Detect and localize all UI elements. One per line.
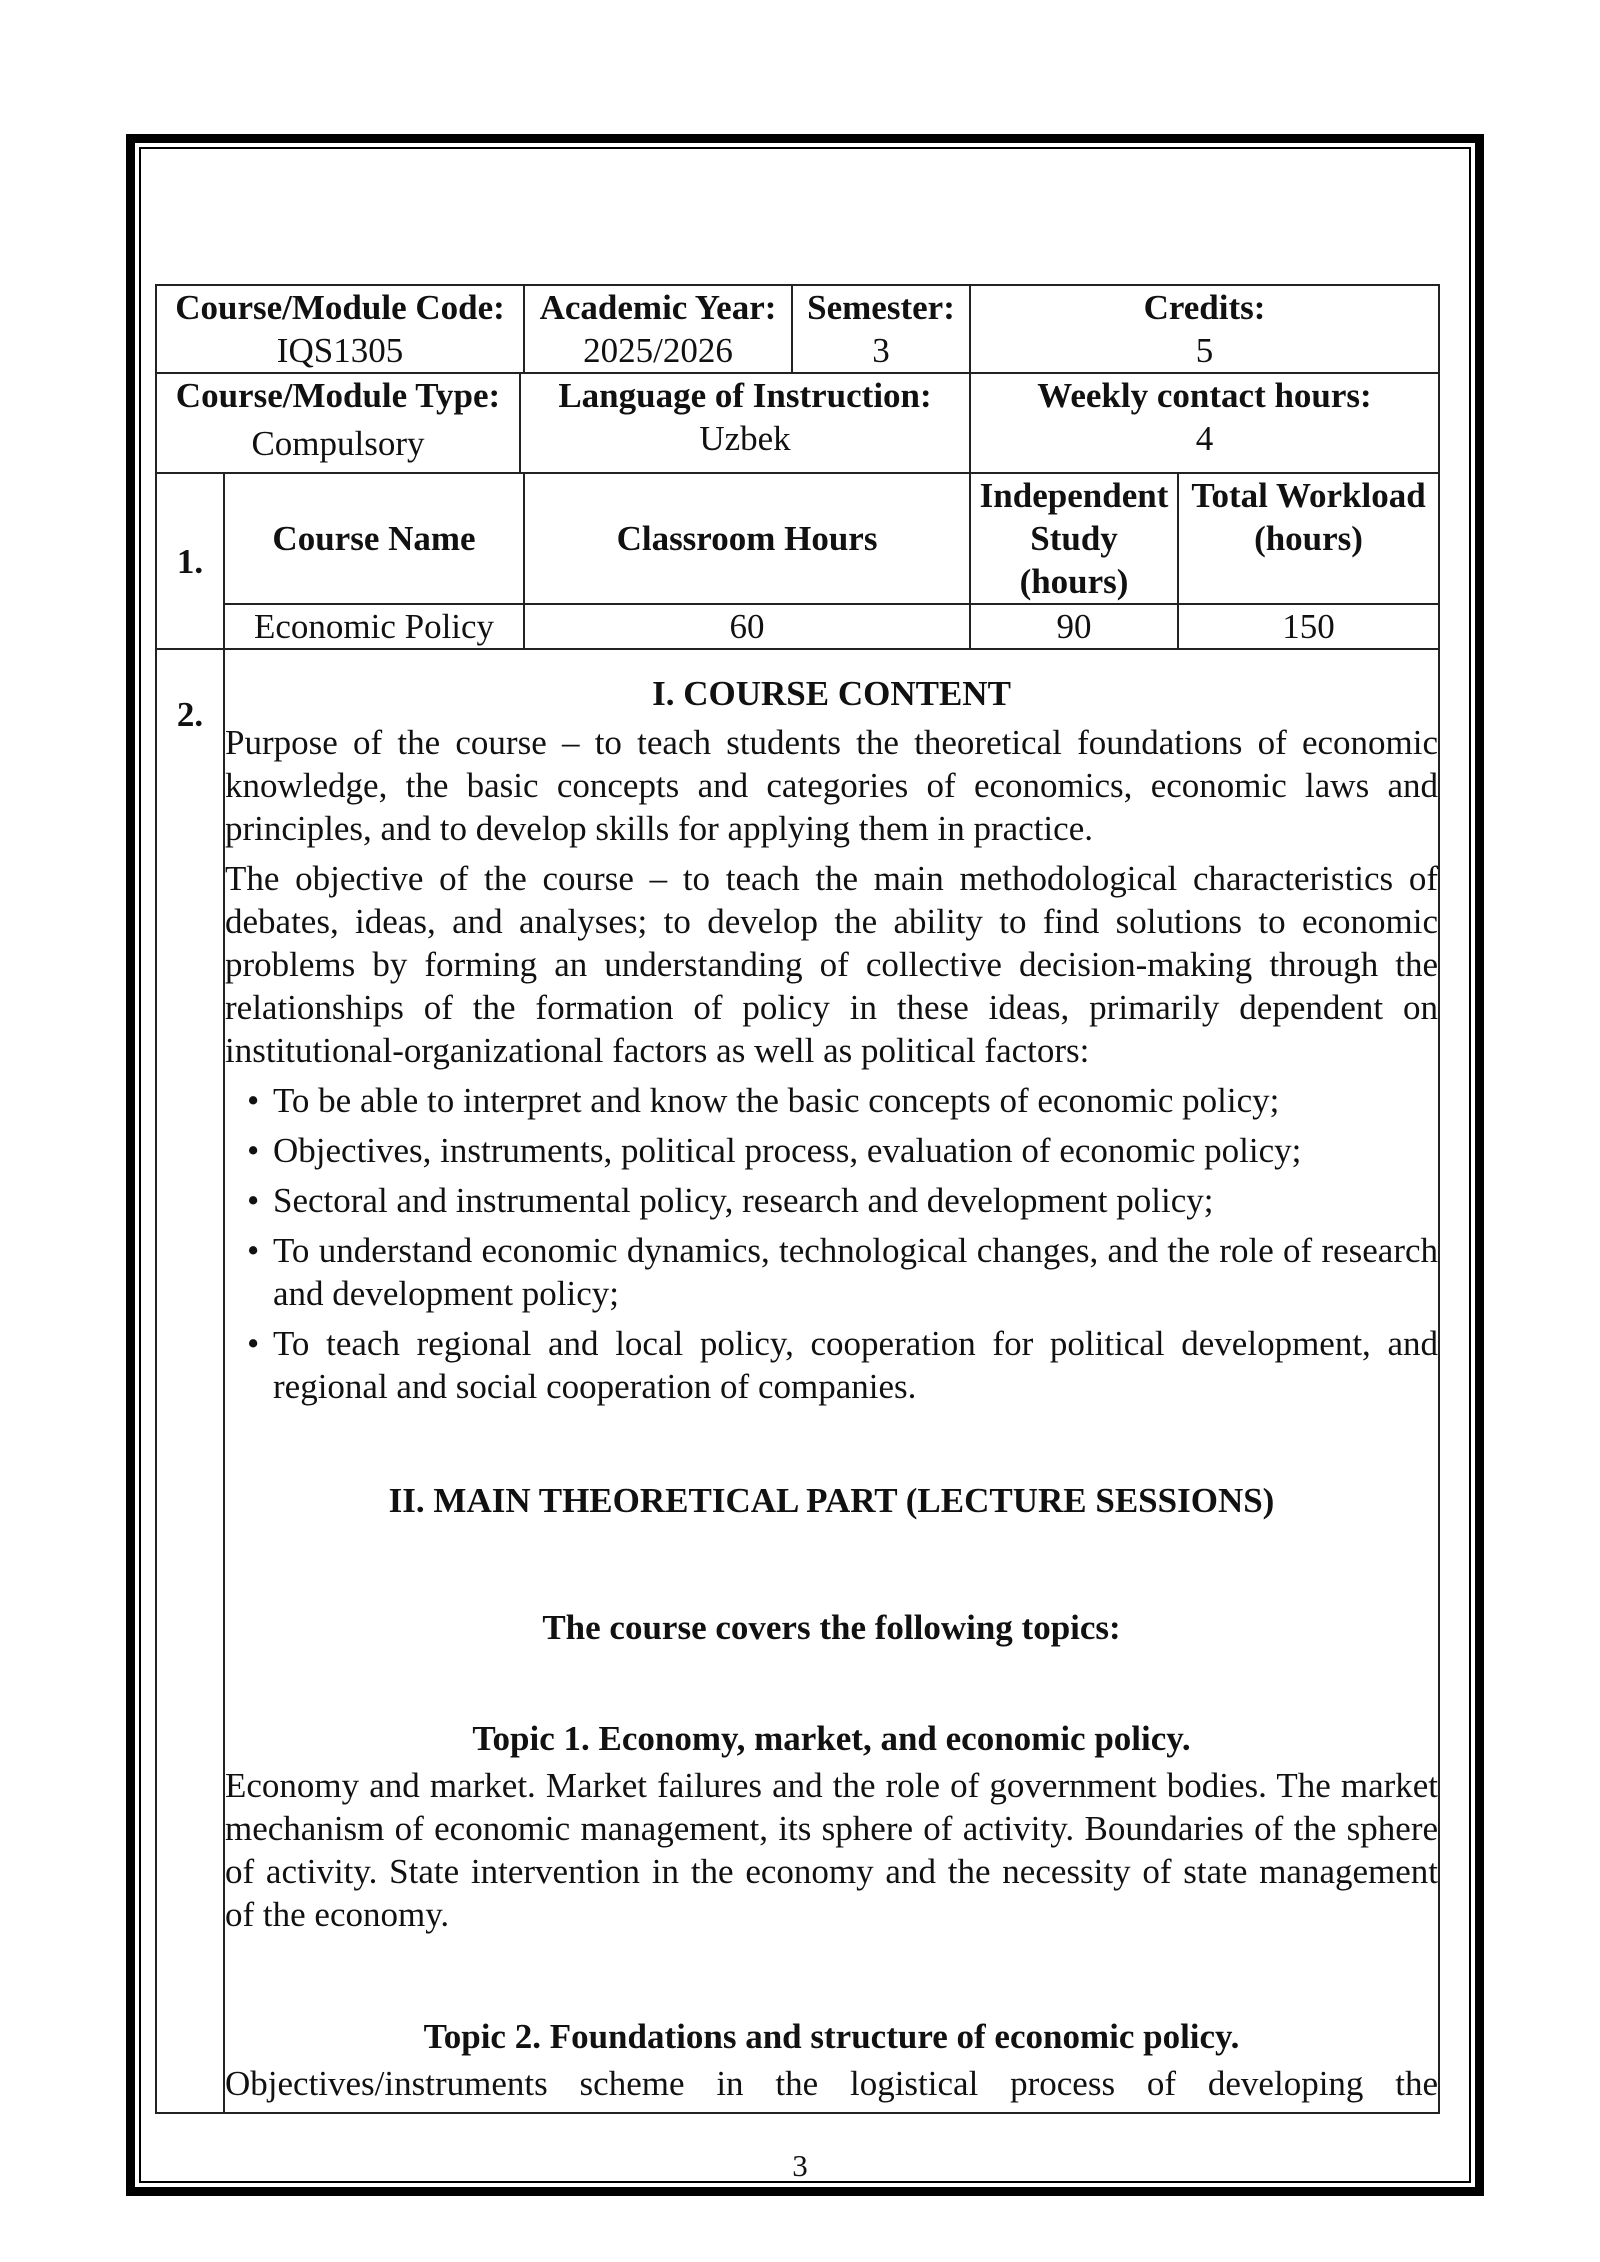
course-name-value: Economic Policy xyxy=(224,604,524,649)
topic-1-title: Topic 1. Economy, market, and economic policy. xyxy=(472,1719,1191,1758)
header-row-2 xyxy=(156,373,1439,473)
spacer xyxy=(225,1415,1438,1479)
objectives-list xyxy=(225,1079,1438,1408)
list-item: • To understand economic dynamics, technological changes, and the role of research and development policy; xyxy=(247,1229,1438,1315)
row-number-1: 1. xyxy=(156,473,224,649)
syllabus-table xyxy=(155,284,1440,2114)
header-row-1 xyxy=(156,285,1439,373)
list-item: • Sectoral and instrumental policy, research and development policy; xyxy=(247,1179,1438,1222)
course-content-cell xyxy=(224,649,1439,2113)
topic-2-text: Objectives/instruments scheme in the logistical process of developing the xyxy=(225,2064,1439,2103)
topic-2-title: Topic 2. Foundations and structure of economic policy. xyxy=(423,2017,1240,2056)
spacer xyxy=(225,1653,1438,1717)
content-row xyxy=(156,649,1439,2113)
course-type-value: Compulsory xyxy=(251,424,425,463)
language-label: Language of Instruction: xyxy=(558,376,932,415)
weekly-hours-value: 4 xyxy=(1195,419,1214,458)
language-cell xyxy=(520,373,970,473)
academic-year-cell xyxy=(524,285,792,373)
classroom-hours-value: 60 xyxy=(524,604,970,649)
weekly-hours-label: Weekly contact hours: xyxy=(1037,376,1372,415)
academic-year-value: 2025/2026 xyxy=(583,331,733,370)
language-value: Uzbek xyxy=(699,419,791,458)
academic-year-label: Academic Year: xyxy=(539,288,777,327)
course-type-label: Course/Module Type: xyxy=(175,376,501,415)
credits-value: 5 xyxy=(1195,331,1214,370)
syllabus-document xyxy=(155,284,1438,2114)
hours-value-row xyxy=(156,604,1439,649)
spacer xyxy=(225,1526,1438,1606)
weekly-hours-cell xyxy=(970,373,1439,473)
course-code-value: IQS1305 xyxy=(276,331,404,370)
page-number: 3 xyxy=(792,2148,808,2183)
independent-hours-value: 90 xyxy=(970,604,1178,649)
col-classroom-hours: Classroom Hours xyxy=(524,473,970,604)
list-item: • To teach regional and local policy, cooperation for political development, and regional and social cooperation of companies. xyxy=(247,1322,1438,1408)
topic-1-text: Economy and market. Market failures and the role of government bodies. The market mechanism of economic management, its sphere of activity. Boundaries of the sphere of activity. State intervention in the economy and the necessity of state management of the economy. xyxy=(225,1766,1439,1934)
course-code-cell xyxy=(156,285,524,373)
hours-header-row xyxy=(156,473,1439,604)
total-hours-value: 150 xyxy=(1178,604,1439,649)
col-total-workload: Total Workload (hours) xyxy=(1178,473,1439,604)
list-item: • Objectives, instruments, political process, evaluation of economic policy; xyxy=(247,1129,1438,1172)
row-number-2: 2. xyxy=(156,649,224,2113)
credits-cell xyxy=(970,285,1439,373)
col-course-name: Course Name xyxy=(224,473,524,604)
course-code-label: Course/Module Code: xyxy=(175,288,505,327)
credits-label: Credits: xyxy=(1143,288,1266,327)
semester-cell xyxy=(792,285,970,373)
list-item: • To be able to interpret and know the basic concepts of economic policy; xyxy=(247,1079,1438,1122)
course-type-cell xyxy=(156,373,520,473)
semester-value: 3 xyxy=(872,331,890,370)
spacer xyxy=(225,1943,1438,2015)
col-independent-study: Independent Study (hours) xyxy=(970,473,1178,604)
topics-intro: The course covers the following topics: xyxy=(542,1608,1121,1647)
course-objective-paragraph: The objective of the course – to teach the main methodological characteristics of debates, ideas, and analyses; to develop the ability to find solutions to economic problems by forming an understanding of collective decision-making through the relationships of the formation of policy in these ideas, primarily dependent on institutional-organizational factors as well as political factors: xyxy=(225,859,1439,1070)
section-lectures-title: II. MAIN THEORETICAL PART (LECTURE SESSIONS) xyxy=(388,1481,1275,1520)
course-purpose-paragraph: Purpose of the course – to teach students the theoretical foundations of economic knowledge, the basic concepts and categories of economics, economic laws and principles, and to develop skills for applying them in practice. xyxy=(225,723,1439,848)
semester-label: Semester: xyxy=(807,288,955,327)
section-course-content-title: I. COURSE CONTENT xyxy=(652,674,1011,713)
